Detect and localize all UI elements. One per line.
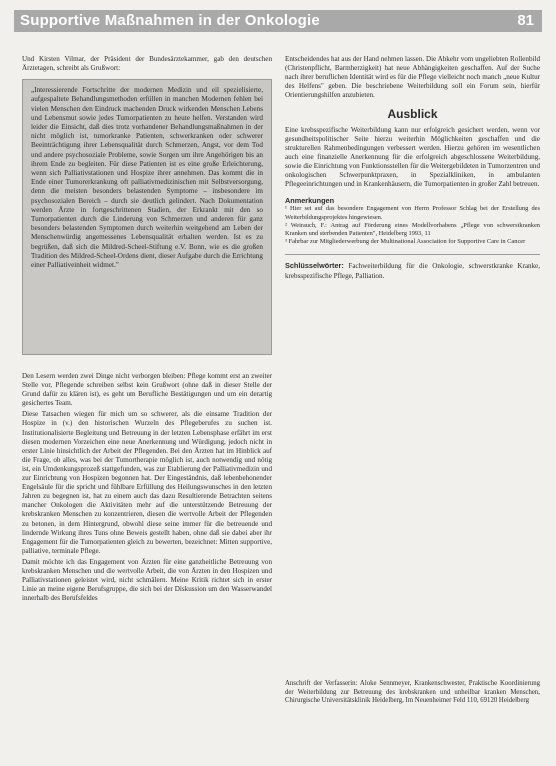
intro-paragraph: Und Kirsten Vilmar, der Präsident der Bundesärztekammer, gab den deutschen Ärztetagen, schreibt als Grußwort: bbox=[22, 55, 272, 73]
page-header bbox=[14, 10, 542, 32]
note-item: ¹ Hier sei auf das besondere Engagement von Herrn Professor Schlag bei der Erstellung des Weiterbildungsprojektes hingewiesen. bbox=[285, 205, 540, 221]
address-text: Anschrift der Verfasserin: Aloke Sennmeyer, Krankenschwester, Praktische Koordinierung der Weiterbildung zur Betreuung des krebskranken und unheilbar kranken Menschen, Chirurgische Universitätsklinik Heidelberg, Im Neuenheimer Feld 110, 69120 Heidelberg bbox=[285, 680, 540, 705]
keywords-text: Fachweiterbildung für die Onkologie, schwerstkranke Kranke, krebsspezifische Pflege, Palliation. bbox=[285, 262, 540, 280]
page-number: 81 bbox=[517, 12, 534, 29]
divider bbox=[285, 254, 540, 255]
quote-box bbox=[22, 79, 272, 355]
body-paragraph: Damit möchte ich das Engagement von Ärzten für eine ganzheitliche Betreuung von krebskranken Menschen und die wertvolle Arbeit, die von Ärzten in den Hospizen und Palliativstationen geleistet wird, nicht schmälern. Meine Kritik richtet sich in erster Linie an meine eigene Berufsgruppe, die sich bei der Diskussion um den Wasserwandel innerhalb des Berufsfeldes bbox=[22, 557, 272, 603]
header-title: Supportive Maßnahmen in der Onkologie bbox=[20, 12, 320, 29]
body-paragraph: Eine krebsspezifische Weiterbildung kann nur erfolgreich gesichert werden, wenn vor gesundheitspolitischer Seite hierzu weiterhin Möglichkeiten geschaffen und die strukturellen Rahmenbedingungen verbessert werden. Hierzu gehören im wesentlichen auch eine finanzielle Anerkennung für die erfolgreich abgeschlossene Weiterbildung, sowie die Einrichtung von Funktionsstellen für die Weitergebildeten in Tumorzentren und onkologischen Schwerpunktpraxen, in Spezialkliniken, in ambulanten Pflegeeinrichtungen und in Krankenhäusern, die Tumorpatienten in großer Zahl betreuen. bbox=[285, 125, 540, 189]
notes-title: Anmerkungen bbox=[285, 196, 335, 206]
author-address bbox=[285, 680, 540, 706]
section-heading: Ausblick bbox=[387, 107, 438, 122]
note-item: ³ Fahrbar zur Mitgliederwerbung der Multinational Association for Supportive Care in Cancer bbox=[285, 238, 526, 246]
left-column-body bbox=[22, 372, 272, 605]
right-column bbox=[285, 55, 540, 281]
body-paragraph: Diese Tatsachen wiegen für mich um so schwerer, als die einsame Tradition der Hospize in (v.) den historischen Wurzeln des Pflegeberufes zu suchen ist. Institutionalisierte Begleitung und Betreuung in der letzten Lebensphase erfährt im erst diesen modernen Vorzeichen eine neue Anerkennung und Würdigung, jedoch nicht in erster Linie hinsichtlich der Arbeit der Pflegenden. Bei den Ärzten hat im Hinblick auf die Frage, ob alles, was bei der Tumortherapie möglich ist, auch notwendig und nötig ist, ein Umdenkungsprozeß stattgefunden, was zur Etablierung der Palliativmedizin und zur Einrichtung von Hospizen begonnen hat. Der Eingeständnis, daß lebenbehonender Engelsäule für die spricht und fühlbare Erfüllung des Heilungswunsches in den letzten Jahren zu begegnen ist, hat zu einem auch das dazu Resultierende Betrachten seitens mancher Onkologen die Aktivitäten mehr auf die unterstützende Betreuung der krebskranken Menschen zu konzentrieren, diesen die wertvolle Arbeit der Pflegenden zu betonen, in dem Hintergrund, obwohl diese seine immer für die betreuende und lindernde Wirkung ihres Tuns ohne Beweis gestellt haben, ohne daß sie dabei aber ihr Engagement für die Tumorpatienten gleich zu bewerten, bezeichnet: Mitten supportive, palliative, terminale Pflege. bbox=[22, 410, 272, 555]
body-paragraph: Den Lesern werden zwei Dinge nicht verborgen bleiben: Pflege kommt erst an zweiter Stelle vor, Pflegende schreiben selbst kein Grußwort (ohne daß in dieser Stelle der Grund dafür zu klären ist), es geht um Berufliche Bestätigungen und um ein derartig gesichertes Team. bbox=[22, 372, 272, 408]
keywords-section bbox=[285, 261, 540, 280]
note-item: ² Weirauch, F.: Antrag auf Förderung eines Modellvorhabens „Pflege von schwerstkranken Kranken und sterbenden Patienten", Heidelberg 1993, 11 bbox=[285, 221, 540, 238]
left-column bbox=[22, 55, 272, 363]
notes-section bbox=[285, 197, 540, 246]
quote-text: „Interessierende Fortschritte der modernen Medizin und eil spezielisierte, aufgespaltete Behandlungsmethoden erfüllen in manchen Modernen fehlen bei vielen Menschen den Eindruck machenden Druck wirkenden Menschen Lebens und Lebensmut sowie jedes Tumorpatienten zu heute helfen. Verstanden wird leider die Einsicht, daß dies trotz vorhandener Behandlungsmaßnahmen in der nicht möglich ist, tumorkranke Patienten, schwerkranken oder schwerer Beeinträchtigung ihrer Lebensqualität durch Schmerzen, Angst, vor dem Tod und andere psychosoziale Probleme, sowie Sorgen um ihre Angehörigen bis an ihrem Ende zu begleiten. Für diese Patienten ist es eine große Erleichterung, wenn sich Palliativstationen und Hospize ihrer annehmen. Das kommt die in Ende einer Tumorerkrankung oft palliativmedizinischen mit Selbstversorgung, denn die meisten besonders belastenden Symptome – insbesondere im psychosozialen Bereich – durch sie deutlich gelindert. Nach Dokumentation werden Ärzte in fortgeschrittenen Stadien, der Erkrankt mit den so Tumorpatienten durch die Linderung von Schmerzen und anderen für ganz besonders belastenden Symptomen durch weiterhin weitgehend am Leben der Menschenwürdig angemessenes Lebensqualität erhalten werden. Ist es zu begrüßen, daß sich die Mildred-Scheel-Stiftung e.V. Bonn, wie es die großen Tradition des Mildred-Scheel-Ordens dient, dieser Aufgabe durch die Errichtung einer Palliativeinheit widmet." bbox=[31, 86, 263, 270]
body-paragraph: Entscheidendes hat aus der Hand nehmen lassen. Die Abkehr vom ungeliebten Rollenbild (Christenpflicht, Barmherzigkeit) hat neue Abhängigkeiten geschaffen. Auf der Suche nach ihrer beruflichen Identität wird es für die Pflege vielleicht noch manch „neue Kultur des Helfens" geben. Die beschriebene Weiterbildung soll ein Forum sein, hierfür Orientierungshilfen anzubieten. bbox=[285, 55, 540, 100]
keywords-title: Schlüsselwörter: bbox=[285, 261, 344, 271]
